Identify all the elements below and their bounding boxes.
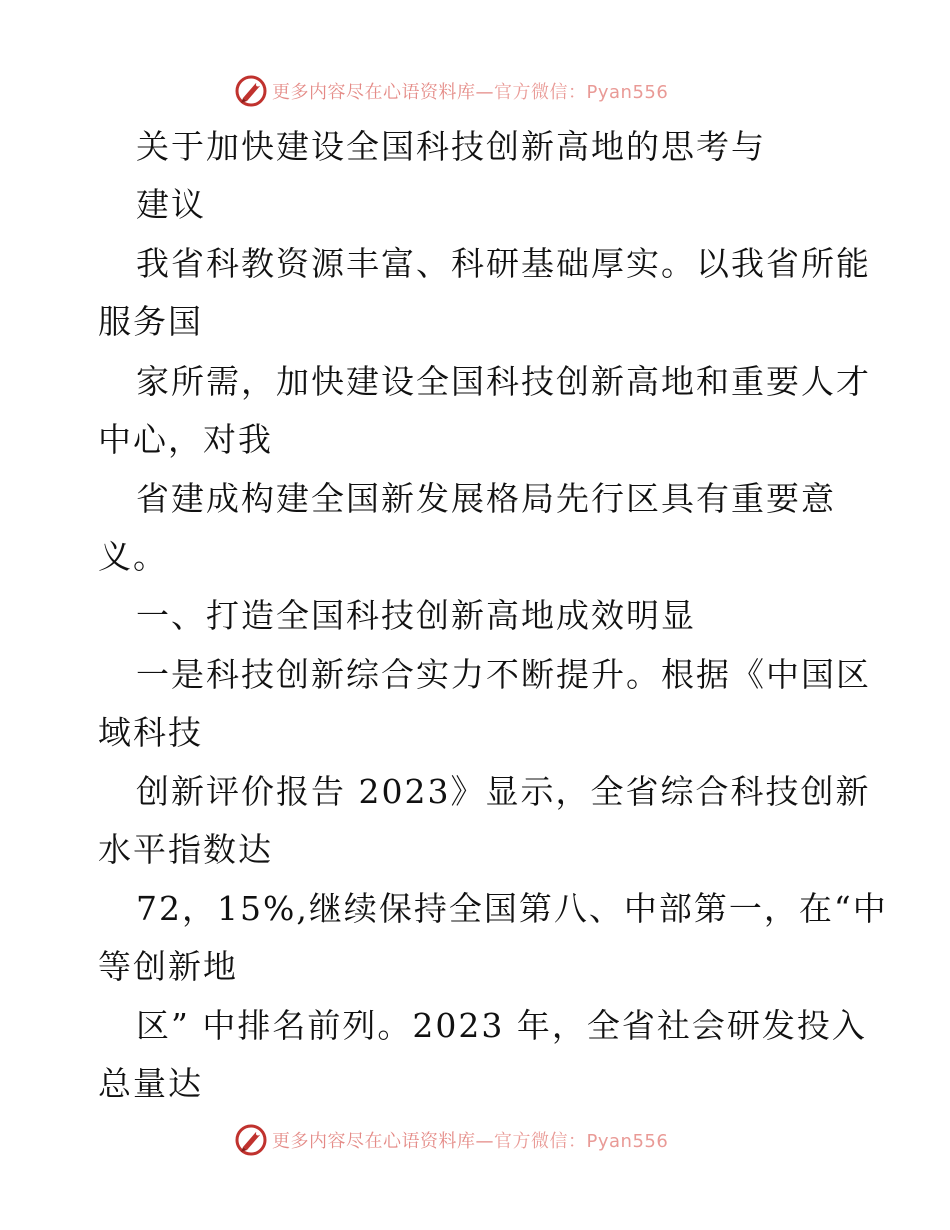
paragraph-line: 一是科技创新综合实力不断提升。根据《中国区 — [136, 655, 871, 694]
pen-logo-icon — [234, 1123, 268, 1157]
watermark-dash: — — [475, 1131, 494, 1152]
document-title-line-2: 建议 — [136, 185, 206, 224]
paragraph-line: 省建成构建全国新发展格局先行区具有重要意 — [136, 479, 836, 518]
section-heading: 一、打造全国科技创新高地成效明显 — [136, 596, 696, 635]
paragraph-line: 等创新地 — [98, 947, 238, 986]
watermark-brand: 更多内容尽在心语资料库 — [272, 1131, 476, 1152]
paragraph-line: 家所需，加快建设全国科技创新高地和重要人才 — [136, 362, 871, 401]
document-title-line-1: 关于加快建设全国科技创新高地的思考与 — [136, 127, 766, 166]
paragraph-line: 区” 中排名前列。2023 年，全省社会研发投入 — [136, 1006, 867, 1045]
header-watermark — [234, 73, 668, 109]
paragraph-line: 服务国 — [98, 302, 203, 341]
watermark-text — [272, 1127, 668, 1153]
watermark-dash: — — [475, 82, 494, 103]
paragraph-line: 中心，对我 — [98, 420, 273, 459]
footer-watermark — [234, 1122, 668, 1158]
paragraph-line: 总量达 — [98, 1064, 203, 1103]
watermark-contact: 官方微信：Pyan556 — [494, 1131, 669, 1152]
watermark-contact: 官方微信：Pyan556 — [494, 82, 669, 103]
paragraph-line: 创新评价报告 2023》显示，全省综合科技创新 — [136, 772, 871, 811]
paragraph-line: 义。 — [98, 537, 168, 576]
paragraph-line: 水平指数达 — [98, 830, 273, 869]
paragraph-line: 我省科教资源丰富、科研基础厚实。以我省所能 — [136, 244, 871, 283]
paragraph-line: 域科技 — [98, 713, 203, 752]
watermark-brand: 更多内容尽在心语资料库 — [272, 82, 476, 103]
watermark-text — [272, 78, 668, 104]
pen-logo-icon — [234, 74, 268, 108]
paragraph-line: 72，15%,继续保持全国第八、中部第一，在“中 — [136, 889, 888, 928]
